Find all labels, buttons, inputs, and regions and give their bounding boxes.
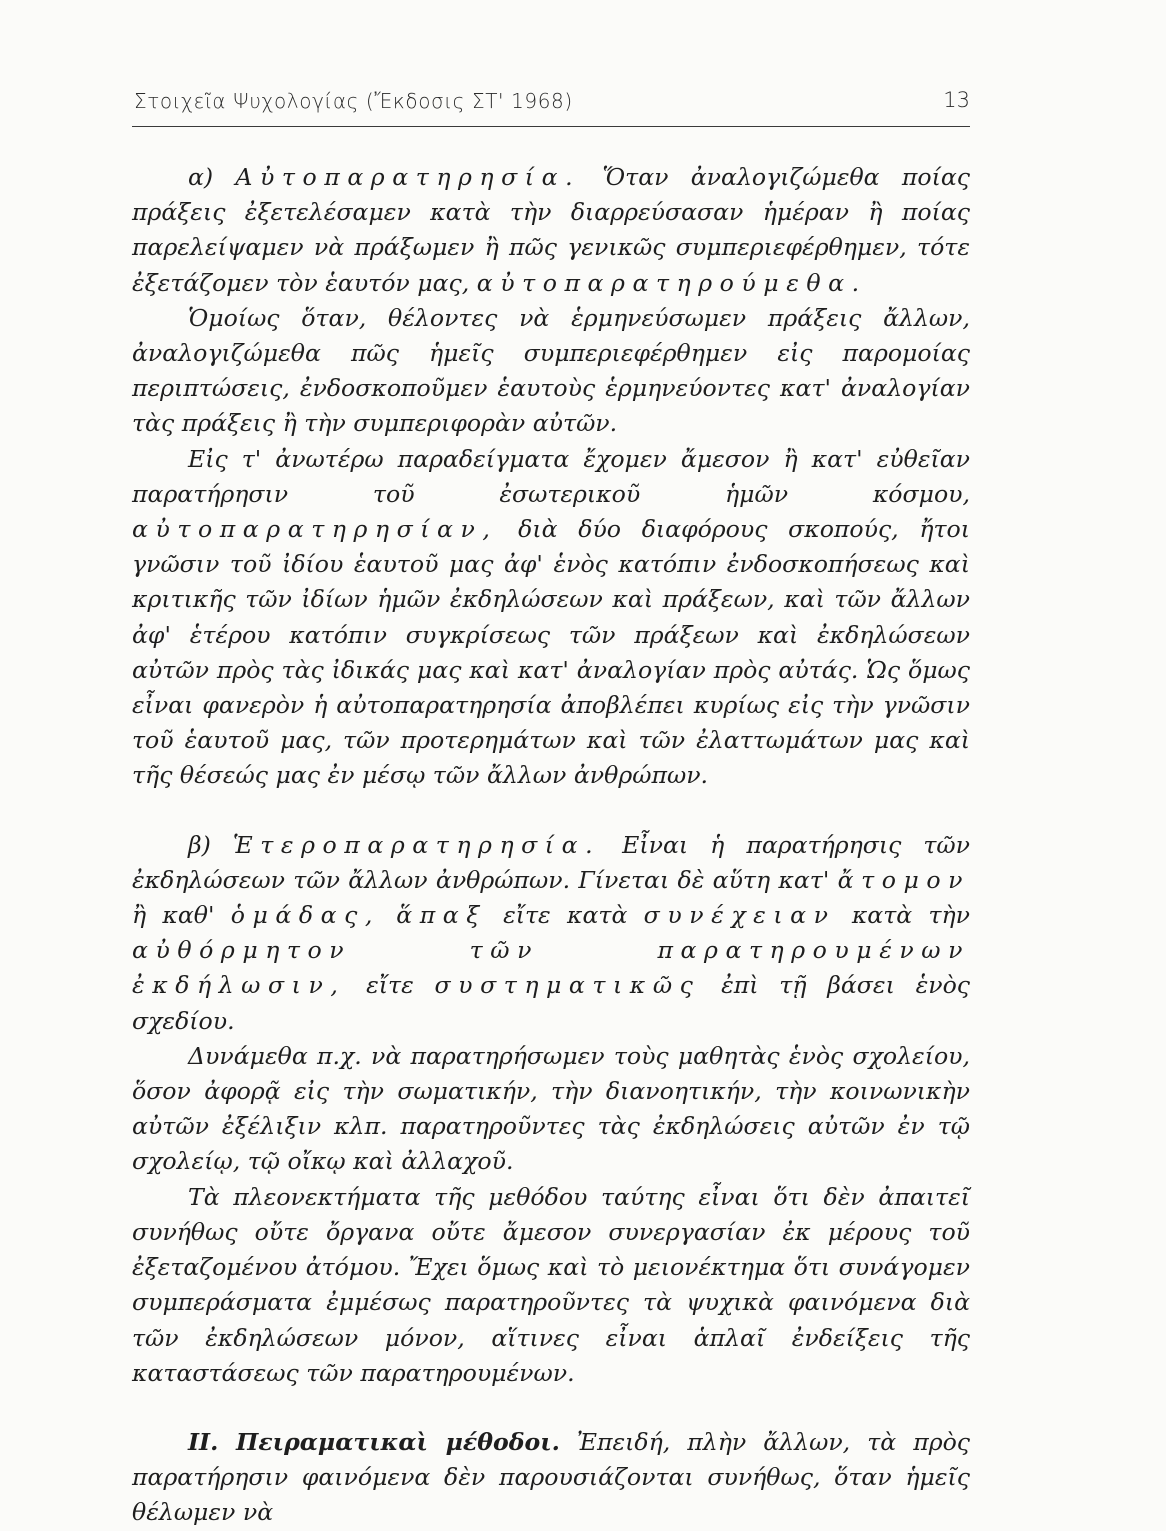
spaced-term: ἄτομον [837,865,970,894]
page-body [132,160,970,1531]
paragraph-text: Εἶναι ἡ παρατήρησις τῶν ἐκδηλώσεων τῶν ἄλλων ἀνθρώπων. Γίνεται δὲ αὕτη κατ' [132,830,970,894]
paragraph-text: ἢ καθ' [132,901,231,930]
paragraph-hetero-observation [132,828,970,1039]
paragraph-text: ἐπὶ τῇ βάσει ἑνὸς σχεδίου. [132,971,970,1035]
spaced-term: ὁμάδας, [230,901,380,930]
paragraph-self-observation [132,160,970,301]
paragraph-experimental-methods [132,1425,970,1531]
paragraph-text: Ὁμοίως ὅταν, θέλοντες νὰ ἑρμηνεύσωμεν πράξεις ἄλλων, ἀναλογιζώμεθα πῶς ἡμεῖς συμπεριεφέρθημεν εἰς παρομοίας περιπτώσεις, ἐνδοσκοποῦμεν ἑαυτοὺς ἑρμηνεύοντες κατ' ἀναλογίαν τὰς πράξεις ἢ τὴν συμπεριφορὰν αὐτῶν. [132,303,970,438]
spaced-term: Αὐτοπαρατηρησία. [235,163,581,191]
spaced-term: συστηματικῶς [434,971,701,1000]
paragraph-advantages [132,1180,970,1391]
paragraph-text: διὰ δύο διαφόρους σκοπούς, ἤτοι γνῶσιν τοῦ ἰδίου ἑαυτοῦ μας ἀφ' ἑνὸς κατόπιν ἐνδοσκοπήσεως καὶ κριτικῆς τῶν ἰδίων ἡμῶν ἐκδηλώσεων καὶ πράξεων, καὶ τῶν ἄλλων ἀφ' ἑτέρου κατόπιν συγκρίσεως τῶν πράξεων καὶ ἐκδηλώσεων αὐτῶν πρὸς τὰς ἰδικάς μας καὶ κατ' ἀναλογίαν πρὸς αὐτάς. Ὡς ὅμως εἶναι φανερὸν ἡ αὐτοπαρατηρησία ἀποβλέπει κυρίως εἰς τὴν γνῶσιν τοῦ ἑαυτοῦ μας, τῶν προτερημάτων καὶ τῶν ἐλαττωμάτων μας καὶ τῆς θέσεώς μας ἐν μέσῳ τῶν ἄλλων ἀνθρώπων. [132,515,970,790]
spaced-term: αὐθόρμητον τῶν παρατηρουμένων ἐκδήλωσιν, [132,936,970,1000]
section-label: β) [188,830,233,859]
header-title: Στοιχεῖα Ψυχολογίας (Ἔκδοσις ΣΤ' 1968) [134,89,573,113]
paragraph-text: κατὰ τὴν [835,901,971,930]
paragraph-text: Εἰς τ' ἀνωτέρω παραδείγματα ἔχομεν ἄμεσον ἢ κατ' εὐθεῖαν παρατήρησιν τοῦ ἐσωτερικοῦ ἡμῶν κόσμου, [132,444,970,508]
paragraph-text: εἴτε κατὰ [486,901,644,930]
running-header [132,86,970,127]
paragraph-school-example [132,1039,970,1180]
section-label: α) [188,163,236,191]
paragraph-text: Δυνάμεθα π.χ. νὰ παρατηρήσωμεν τοὺς μαθητὰς ἑνὸς σχολείου, ὅσον ἀφορᾷ εἰς τὴν σωματικήν, τὴν διανοητικήν, τὴν κοινωνικὴν αὐτῶν ἐξέλιξιν κλπ. παρατηροῦντες τὰς ἐκδηλώσεις αὐτῶν ἐν τῷ σχολείῳ, τῷ οἴκῳ καὶ ἀλλαχοῦ. [132,1041,970,1176]
paragraph-text [380,901,396,929]
paragraph-text: εἴτε [345,971,435,1000]
paragraph-text: Ὅταν ἀναλογιζώμεθα ποίας πράξεις ἐξετελέσαμεν κατὰ τὴν διαρρεύσασαν ἡμέραν ἢ ποίας παρελείψαμεν νὰ πράξωμεν ἢ πῶς γενικῶς συμπεριεφέρθημεν, τότε ἐξετάζομεν τὸν ἑαυτόν μας, [132,163,970,297]
spaced-term: συνέχειαν [643,901,836,930]
spaced-term: ἅπαξ [396,901,487,930]
page-number: 13 [943,88,970,112]
spaced-term: αὐτοπαρατηρησίαν, [132,515,498,544]
paragraph-text: Τὰ πλεονεκτήματα τῆς μεθόδου ταύτης εἶναι ὅτι δὲν ἀπαιτεῖ συνήθως οὔτε ὄργανα οὔτε ἄμεσον συνεργασίαν ἐκ μέρους τοῦ ἐξεταζομένου ἀτόμου. Ἔχει ὅμως καὶ τὸ μειονέκτημα ὅτι συνάγομεν συμπεράσματα ἐμμέσως παρατηροῦντες τὰ ψυχικὰ φαινόμενα διὰ τῶν ἐκδηλώσεων μόνον, αἵτινες εἶναι ἁπλαῖ ἐνδείξεις τῆς καταστάσεως τῶν παρατηρουμένων. [132,1182,970,1387]
paragraph-examples [132,442,970,794]
spaced-term: αὐτοπαρατηρούμεθα. [476,268,867,297]
paragraph-text: Ἐπειδή, πλὴν ἄλλων, τὰ πρὸς παρατήρησιν φαινόμενα δὲν παρουσιάζονται συνήθως, ὅταν ἡμεῖς θέλωμεν νὰ [132,1427,971,1527]
paragraph-interpretation [132,301,970,442]
spaced-term: Ἑτεροπαρατηρησία. [232,830,601,859]
section-heading: II. Πειραματικαὶ μέθοδοι. [188,1427,560,1456]
